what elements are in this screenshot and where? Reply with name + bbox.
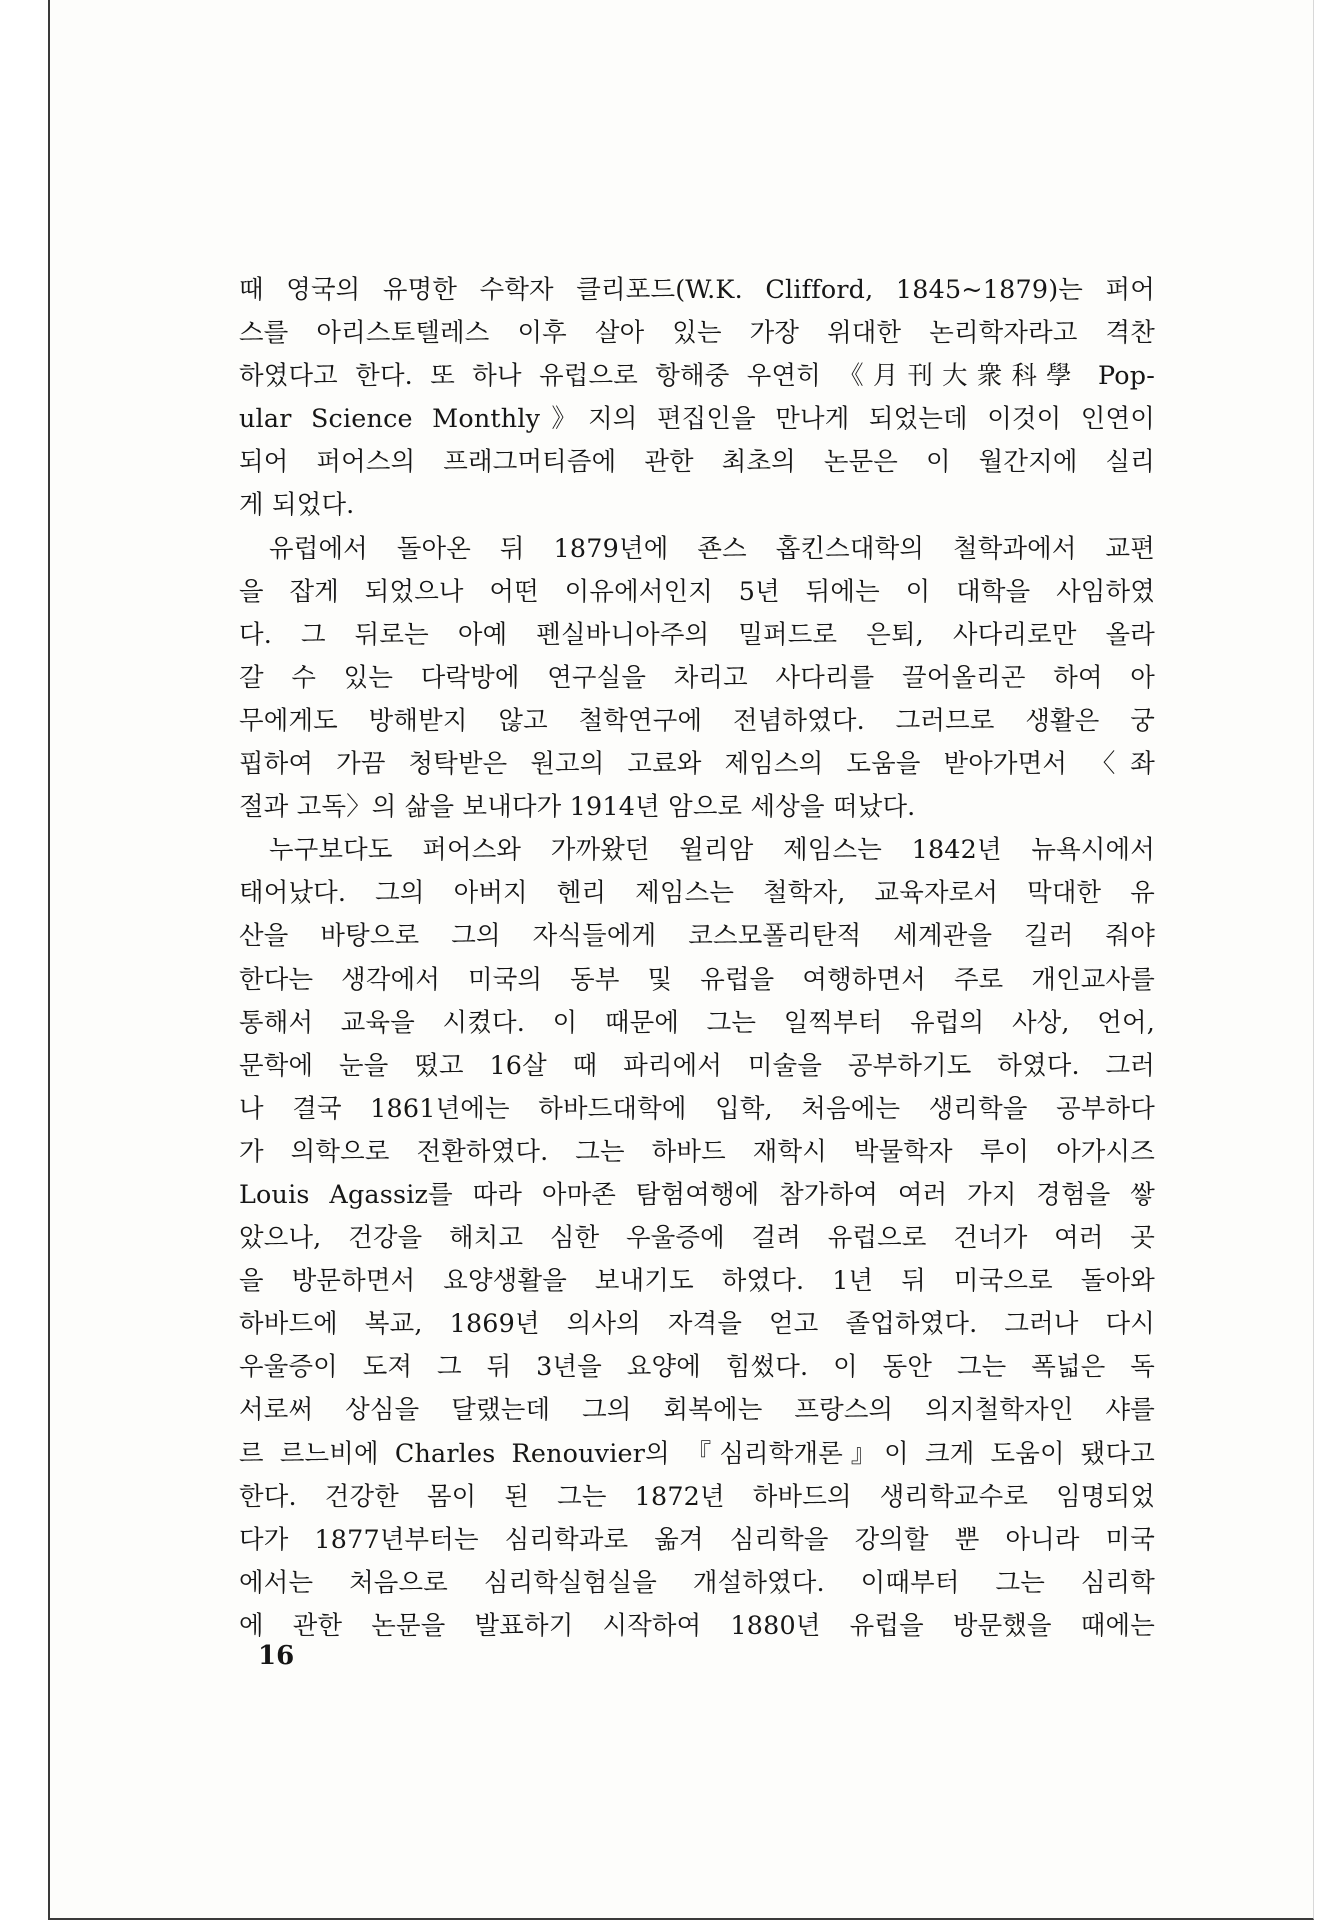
text-line-23: 았으나, 건강을 해치고 심한 우울증에 걸려 유럽으로 건너가 여러 곳 <box>239 1222 1155 1253</box>
text-line-17: 한다는 생각에서 미국의 동부 및 유럽을 여행하면서 주로 개인교사를 <box>239 963 1155 994</box>
text-line-20: 나 결국 1861년에는 하바드대학에 입학, 처음에는 생리학을 공부하다 <box>239 1092 1155 1123</box>
text-line-13: 절과 고독〉의 삶을 보내다가 1914년 암으로 세상을 떠났다. <box>239 791 916 822</box>
text-line-29: 한다. 건강한 몸이 된 그는 1872년 하바드의 생리학교수로 임명되었 <box>239 1480 1155 1511</box>
text-line-30: 다가 1877년부터는 심리학과로 옮겨 심리학을 강의할 뿐 아니라 미국 <box>239 1523 1155 1554</box>
text-line-10: 갈 수 있는 다락방에 연구실을 차리고 사다리를 끌어올리곤 하여 아 <box>239 661 1155 692</box>
text-line-12: 핍하여 가끔 청탁받은 원고의 고료와 제임스의 도움을 받아가면서 〈좌 <box>239 748 1155 779</box>
text-line-3: 하였다고 한다. 또 하나 유럽으로 항해중 우연히 《月刊大衆科學 Pop- <box>239 360 1155 391</box>
text-line-28: 르 르느비에 Charles Renouvier의 『심리학개론』이 크게 도움이 됐다고 <box>239 1437 1155 1468</box>
text-line-31: 에서는 처음으로 심리학실험실을 개설하였다. 이때부터 그는 심리학 <box>239 1566 1155 1597</box>
text-line-5: 되어 퍼어스의 프래그머티즘에 관한 최초의 논문은 이 월간지에 실리 <box>239 446 1155 477</box>
text-line-2: 스를 아리스토텔레스 이후 살아 있는 가장 위대한 논리학자라고 격찬 <box>239 317 1155 348</box>
text-line-18: 통해서 교육을 시켰다. 이 때문에 그는 일찍부터 유럽의 사상, 언어, <box>239 1006 1155 1037</box>
text-line-8: 을 잡게 되었으나 어떤 이유에서인지 5년 뒤에는 이 대학을 사임하였 <box>239 575 1155 606</box>
text-line-32: 에 관한 논문을 발표하기 시작하여 1880년 유럽을 방문했을 때에는 <box>239 1609 1155 1640</box>
text-line-7: 유럽에서 돌아온 뒤 1879년에 죤스 홉킨스대학의 철학과에서 교편 <box>269 532 1155 563</box>
text-line-19: 문학에 눈을 떴고 16살 때 파리에서 미술을 공부하기도 하였다. 그러 <box>239 1049 1155 1080</box>
text-line-25: 하바드에 복교, 1869년 의사의 자격을 얻고 졸업하였다. 그러나 다시 <box>239 1308 1155 1339</box>
text-line-1: 때 영국의 유명한 수학자 클리포드(W.K. Clifford, 1845~1879)는 퍼어 <box>239 274 1155 304</box>
text-line-9: 다. 그 뒤로는 아예 펜실바니아주의 밀퍼드로 은퇴, 사다리로만 올라 <box>239 618 1155 649</box>
body-text <box>239 268 1155 1647</box>
text-line-14: 누구보다도 퍼어스와 가까왔던 윌리암 제임스는 1842년 뉴욕시에서 <box>269 834 1155 865</box>
text-line-26: 우울증이 도져 그 뒤 3년을 요양에 힘썼다. 이 동안 그는 폭넓은 독 <box>239 1351 1155 1382</box>
text-line-22: Louis Agassiz를 따라 아마존 탐험여행에 참가하여 여러 가지 경험을 쌓 <box>239 1178 1155 1209</box>
text-line-24: 을 방문하면서 요양생활을 보내기도 하였다. 1년 뒤 미국으로 돌아와 <box>239 1265 1155 1296</box>
page-number: 16 <box>258 1641 295 1671</box>
text-line-21: 가 의학으로 전환하였다. 그는 하바드 재학시 박물학자 루이 아가시즈 <box>239 1135 1155 1166</box>
text-line-15: 태어났다. 그의 아버지 헨리 제임스는 철학자, 교육자로서 막대한 유 <box>239 877 1155 908</box>
text-line-27: 서로써 상심을 달랬는데 그의 회복에는 프랑스의 의지철학자인 샤를 <box>239 1394 1155 1425</box>
text-line-16: 산을 바탕으로 그의 자식들에게 코스모폴리탄적 세계관을 길러 줘야 <box>239 920 1155 951</box>
text-line-11: 무에게도 방해받지 않고 철학연구에 전념하였다. 그러므로 생활은 궁 <box>239 704 1155 735</box>
text-line-4: ular Science Monthly》지의 편집인을 만나게 되었는데 이것이 인연이 <box>239 403 1155 434</box>
text-line-6: 게 되었다. <box>239 489 355 520</box>
